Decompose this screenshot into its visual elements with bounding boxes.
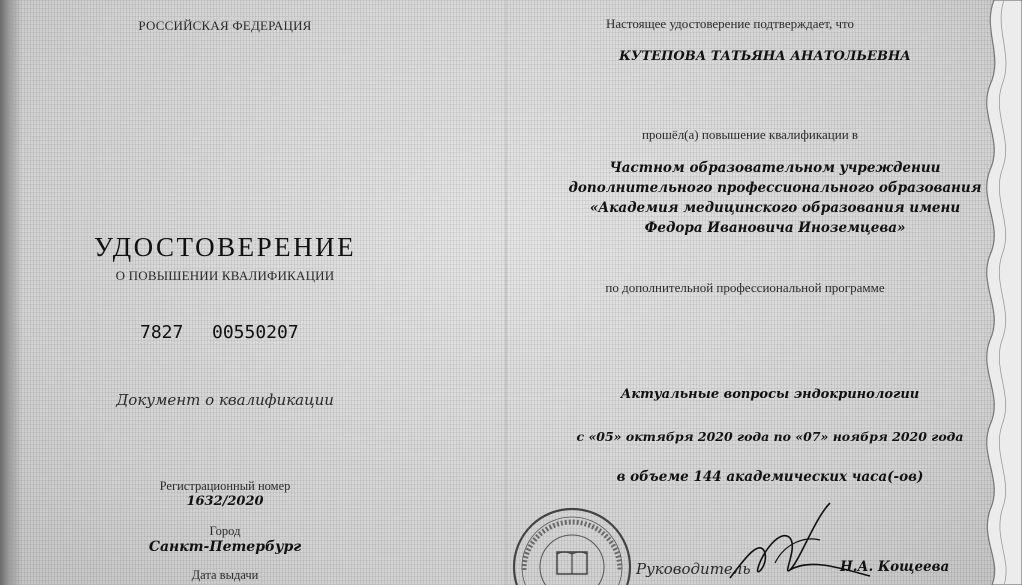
program-name: Актуальные вопросы эндокринологии	[620, 387, 920, 402]
confirm-text: Настоящее удостоверение подтверждает, что	[605, 16, 854, 31]
page-fold	[505, 0, 507, 585]
right-decorative-edge	[974, 0, 1022, 585]
document-subtitle: О ПОВЫШЕНИИ КВАЛИФИКАЦИИ	[115, 268, 335, 283]
program-label: по дополнительной профессиональной программе	[605, 280, 885, 295]
document-type: Документ о квалификации	[116, 391, 334, 409]
document-number: 00550207	[212, 322, 299, 343]
left-torn-edge	[0, 0, 22, 585]
institution-line-4: Федора Ивановича Иноземцева»	[644, 220, 906, 236]
passed-text: прошёл(а) повышение квалификации в	[641, 127, 859, 142]
reg-number-label: Регистрационный номер	[159, 479, 291, 493]
issue-date-label: Дата выдачи	[191, 568, 259, 582]
document-title: УДОСТОВЕРЕНИЕ	[93, 232, 357, 262]
country-heading: РОССИЙСКАЯ ФЕДЕРАЦИЯ	[138, 18, 312, 33]
study-period: с «05» октября 2020 года по «07» ноября 2020 года	[576, 429, 964, 444]
person-name: КУТЕПОВА ТАТЬЯНА АНАТОЛЬЕВНА	[619, 49, 911, 64]
head-name: Н.А. Кощеева	[840, 559, 950, 575]
institution-line-3: «Академия медицинского образования имени	[589, 200, 961, 216]
head-label: Руководитель	[636, 560, 751, 578]
reg-number: 1632/2020	[186, 494, 264, 509]
institution-line-2: дополнительного профессионального образования	[568, 180, 982, 196]
city: Санкт-Петербург	[148, 539, 302, 555]
document-series: 7827	[140, 322, 184, 343]
study-volume: в объеме 144 академических часа(-ов)	[616, 469, 924, 485]
city-label: Город	[209, 524, 241, 538]
institution-seal	[512, 492, 632, 585]
institution-line-1: Частном образовательном учреждении	[609, 160, 941, 176]
